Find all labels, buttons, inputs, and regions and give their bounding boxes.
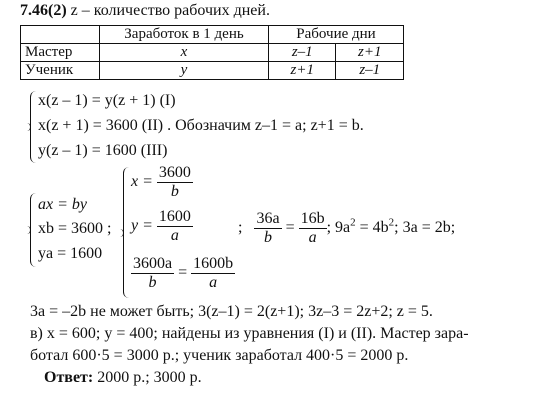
table-header-cell: Рабочие дни	[269, 26, 404, 44]
fraction	[254, 210, 281, 247]
equals-sign: =	[178, 264, 188, 282]
table-header-cell: Заработок в 1 день	[100, 26, 269, 44]
system2-line1: ax = by	[38, 196, 87, 213]
problem-header	[20, 2, 270, 20]
system3-ratio-row	[131, 255, 235, 292]
text-line1: 3a = –2b не может быть; 3(z–1) = 2(z+1); 3z–3 = 2z+2; z = 5.	[30, 303, 433, 320]
tail-part: ; 3a = 2b;	[394, 219, 456, 237]
table-header-row	[21, 26, 404, 44]
table-cell: x	[100, 44, 269, 62]
table-cell: Мастер	[21, 44, 100, 62]
fraction-denominator: b	[148, 274, 157, 291]
text-line3: ботал 600·5 = 3000 р.; ученик заработал 400·5 = 2000 р.	[30, 347, 409, 364]
exponent: 2	[350, 216, 356, 229]
system1-line1: x(z – 1) = y(z + 1) (I)	[38, 92, 176, 109]
system3-x-row	[131, 164, 193, 201]
fraction	[131, 255, 174, 292]
answer-line	[44, 369, 202, 387]
answer-label: Ответ:	[44, 369, 94, 386]
fraction	[299, 210, 327, 247]
middle-expression	[238, 210, 455, 247]
system3-x-lhs: x =	[131, 173, 153, 191]
fraction-numerator: 3600a	[133, 255, 173, 272]
answer-value: 2000 р.; 3000 р.	[93, 369, 202, 386]
table-cell: y	[100, 62, 269, 80]
tail-part: = 4b	[355, 219, 389, 237]
brace	[30, 91, 37, 163]
fraction-numerator: 16b	[300, 210, 325, 227]
table-cell: z+1	[269, 62, 336, 80]
fraction-numerator: 36a	[256, 210, 280, 227]
table-header-cell	[21, 26, 100, 44]
fraction	[157, 208, 193, 245]
middle-tail	[326, 216, 456, 237]
separator: ;	[238, 219, 243, 237]
brace	[30, 193, 37, 267]
fraction-denominator: a	[170, 227, 179, 244]
fraction-denominator: a	[308, 229, 317, 246]
fraction	[157, 164, 193, 201]
problem-number: 7.46(2)	[20, 2, 67, 19]
brace	[123, 167, 130, 298]
system3-y-row	[131, 208, 193, 245]
exponent: 2	[388, 216, 395, 229]
text-line2: в) x = 600; y = 400; найдены из уравнения (I) и (II). Мастер зара-	[30, 325, 469, 342]
table-row	[21, 44, 404, 62]
table-cell: Ученик	[21, 62, 100, 80]
fraction-numerator: 3600	[158, 164, 191, 181]
fraction-denominator: a	[209, 274, 218, 291]
table-cell: z+1	[336, 44, 404, 62]
tail-part: ; 9a	[326, 219, 351, 237]
problem-statement: z – количество рабочих дней.	[66, 2, 270, 19]
equals-sign: =	[285, 219, 295, 237]
table-row	[21, 62, 404, 80]
fraction-numerator: 1600	[158, 208, 191, 225]
system2-line2: xb = 3600 ;	[38, 220, 112, 237]
fraction-denominator: b	[264, 229, 272, 246]
system1-line3: y(z – 1) = 1600 (III)	[38, 142, 168, 159]
data-table	[20, 25, 404, 80]
system3-y-lhs: y =	[131, 217, 153, 235]
table-cell: z–1	[336, 62, 404, 80]
system2-line3: ya = 1600	[38, 245, 103, 262]
table-cell: z–1	[269, 44, 336, 62]
fraction-numerator: 1600b	[193, 255, 234, 272]
fraction-denominator: b	[170, 183, 179, 200]
system1-line2: x(z + 1) = 3600 (II) . Обозначим z–1 = a; z+1 = b.	[38, 117, 364, 134]
fraction	[191, 255, 235, 292]
